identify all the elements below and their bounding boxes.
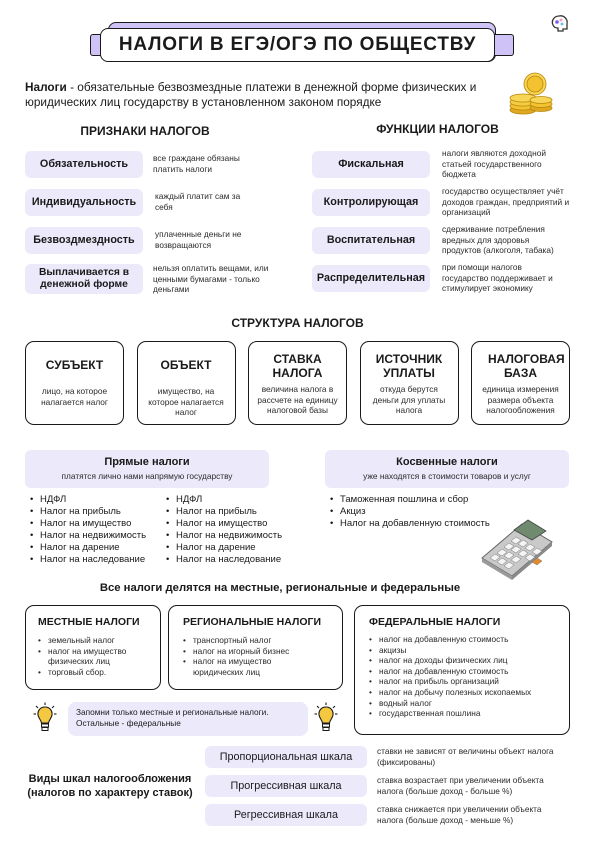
scale-row [205,775,567,797]
tip-text: Запомни только местные и региональные налоги. Остальные - федеральные [76,707,269,728]
direct-taxes-list-1 [30,494,165,566]
list-item: • Налог на прибыль [30,506,165,518]
sign-label: Выплачивается в денежной форме [38,267,130,290]
direct-taxes-list-2 [166,494,301,566]
structure-card-desc: лицо, на которое налагается налог [41,386,108,407]
sign-label: Обязательность [39,158,129,170]
function-label: Контролирующая [323,196,419,208]
regional-taxes-title: РЕГИОНАЛЬНЫЕ НАЛОГИ [183,616,321,628]
structure-card-desc: величина налога в рассчете на единицу налоговой базы [257,384,338,416]
list-item: • налог на игорный бизнес [183,646,314,657]
scales-heading: Виды шкал налогообложения (налогов по характеру ставок) [27,773,193,799]
list-item: • Налог на недвижимость [166,530,301,542]
sign-desc: каждый платит сам за себя [155,191,241,212]
structure-card-title: СУБЪЕКТ [45,358,104,372]
local-taxes-card [25,605,161,690]
signs-heading: ПРИЗНАКИ НАЛОГОВ [80,124,210,138]
list-item: • Налог на недвижимость [30,530,165,542]
scale-label: Пропорциональная шкала [219,751,353,763]
scale-desc: ставки не зависят от величины объект налога (фиксированы) [377,746,554,767]
sign-label-pill [25,264,143,294]
scale-label: Прогрессивная шкала [230,780,342,792]
structure-card-object [137,341,236,425]
signs-list [25,150,290,294]
functions-heading: ФУНКЦИИ НАЛОГОВ [376,122,499,136]
sign-label-pill [25,227,143,254]
lightbulb-icon [33,702,57,734]
structure-card-source [360,341,459,425]
structure-card-title: НАЛОГОВАЯ БАЗА [488,352,565,380]
function-label-pill [312,265,430,292]
list-item: • налог на прибыль организаций [369,676,561,687]
page-title: НАЛОГИ В ЕГЭ/ОГЭ ПО ОБЩЕСТВУ [118,34,477,55]
scale-desc: ставка возрастает при увеличении объекта налога (больше доход - больше %) [377,775,544,796]
structure-heading: СТРУКТУРА НАЛОГОВ [231,316,364,330]
sign-desc: все граждане обязаны платить налоги [153,153,240,174]
list-item: • Налог на наследование [30,554,165,566]
list-item: • Налог на имущество [166,518,301,530]
lightbulb-icon [314,702,338,734]
list-item: • Налог на наследование [166,554,301,566]
list-item: • водный налог [369,698,561,709]
structure-cards [25,341,570,427]
function-label: Фискальная [338,158,404,170]
structure-card-title: ИСТОЧНИК УПЛАТЫ [375,352,443,380]
sign-desc: уплаченные деньги не возвращаются [155,229,242,250]
coins-icon [505,70,555,116]
indirect-taxes-header [325,450,569,488]
local-taxes-list [38,635,152,677]
list-item: • налог на доходы физических лиц [369,655,561,666]
function-label-pill [312,151,430,178]
list-item: • торговый сбор. [38,667,152,678]
list-item: • налог на добавленную стоимость [369,666,561,677]
structure-card-desc: имущество, на которое налагается налог [148,386,224,418]
list-item: • Таможенная пошлина и сбор [330,494,490,506]
direct-taxes-title: Прямые налоги [104,456,190,468]
sign-label-pill [25,189,143,216]
list-item: • налог на имущество физических лиц [38,646,152,667]
federal-taxes-card [354,605,570,735]
function-desc: при помощи налогов государство поддерживает и стимулирует экономику [442,262,553,294]
function-label: Распределительная [316,272,426,284]
function-row [312,264,577,292]
scale-label-pill [205,775,367,797]
list-item: • Акциз [330,506,490,518]
scale-label-pill [205,804,367,826]
regional-taxes-list [183,635,334,677]
definition [25,80,495,110]
direct-taxes-subtitle: платятся лично нами напрямую государству [61,471,233,481]
indirect-taxes-list [330,494,490,530]
scale-row [205,804,567,826]
functions-list [312,150,577,292]
list-item: • Налог на дарение [30,542,165,554]
indirect-taxes-title: Косвенные налоги [396,456,498,468]
list-item: • налог на добычу полезных ископаемых [369,687,561,698]
structure-card-subject [25,341,124,425]
function-label-pill [312,189,430,216]
scale-label-pill [205,746,367,768]
list-item: • земельный налог [38,635,152,646]
list-item: • Налог на дарение [166,542,301,554]
function-row [312,188,577,216]
function-desc: налоги являются доходной статьей государственного бюджета [442,148,546,180]
list-item: • налог на имущество юридических лиц [183,656,314,677]
tip-box [68,702,308,736]
federal-taxes-title: ФЕДЕРАЛЬНЫЕ НАЛОГИ [369,616,501,628]
definition-text: - обязательные безвозмездные платежи в денежной форме физических и юридических лиц государству в установленном законом порядке [25,80,477,109]
sign-row [25,188,290,216]
brain-logo-icon [549,12,571,34]
regional-taxes-card [168,605,343,690]
sign-label-pill [25,151,143,178]
function-desc: государство осуществляет учёт доходов граждан, предприятий и организаций [442,186,570,218]
sign-row [25,226,290,254]
calculator-icon [476,518,556,580]
function-label-pill [312,227,430,254]
function-row [312,226,577,254]
list-item: • Налог на прибыль [166,506,301,518]
structure-card-title: ОБЪЕКТ [160,358,212,372]
scale-label: Регрессивная шкала [234,809,338,821]
function-row [312,150,577,178]
sign-label: Индивидуальность [31,196,137,208]
list-item: • транспортный налог [183,635,314,646]
definition-term: Налоги [25,80,67,94]
indirect-taxes-subtitle: уже находятся в стоимости товаров и услуг [363,471,531,481]
list-item: • НДФЛ [30,494,165,506]
list-item: • Налог на имущество [30,518,165,530]
sign-row [25,264,290,294]
list-item: • налог на добавленную стоимость [369,634,561,645]
title-ribbon-right [492,34,514,56]
structure-card-base [471,341,570,425]
function-desc: сдерживание потребления вредных для здоровья продуктов (алкоголя, табака) [442,224,554,256]
local-taxes-title: МЕСТНЫЕ НАЛОГИ [38,616,140,628]
sign-desc: нельзя оплатить вещами, или ценными бумагами - только деньгами [153,263,269,295]
scale-desc: ставка снижается при увеличении объекта налога (больше доход - меньше %) [377,804,542,825]
structure-card-desc: откуда берутся деньги для уплаты налога [372,384,446,416]
federal-taxes-list [369,634,561,719]
structure-card-rate [248,341,347,425]
structure-card-title: СТАВКА НАЛОГА [272,352,323,380]
sign-label: Безвоздмездность [33,234,135,246]
list-item: • акцизы [369,645,561,656]
list-item: • Налог на добавленную стоимость [330,518,490,530]
structure-card-desc: единица измерения размера объекта налогообложения [482,384,559,416]
function-label: Воспитательная [326,234,416,246]
sign-row [25,150,290,178]
list-item: • НДФЛ [166,494,301,506]
title-banner [100,28,495,62]
levels-heading: Все налоги делятся на местные, региональные и федеральные [99,582,461,594]
direct-taxes-header [25,450,269,488]
scale-row [205,746,562,768]
list-item: • государственная пошлина [369,708,561,719]
